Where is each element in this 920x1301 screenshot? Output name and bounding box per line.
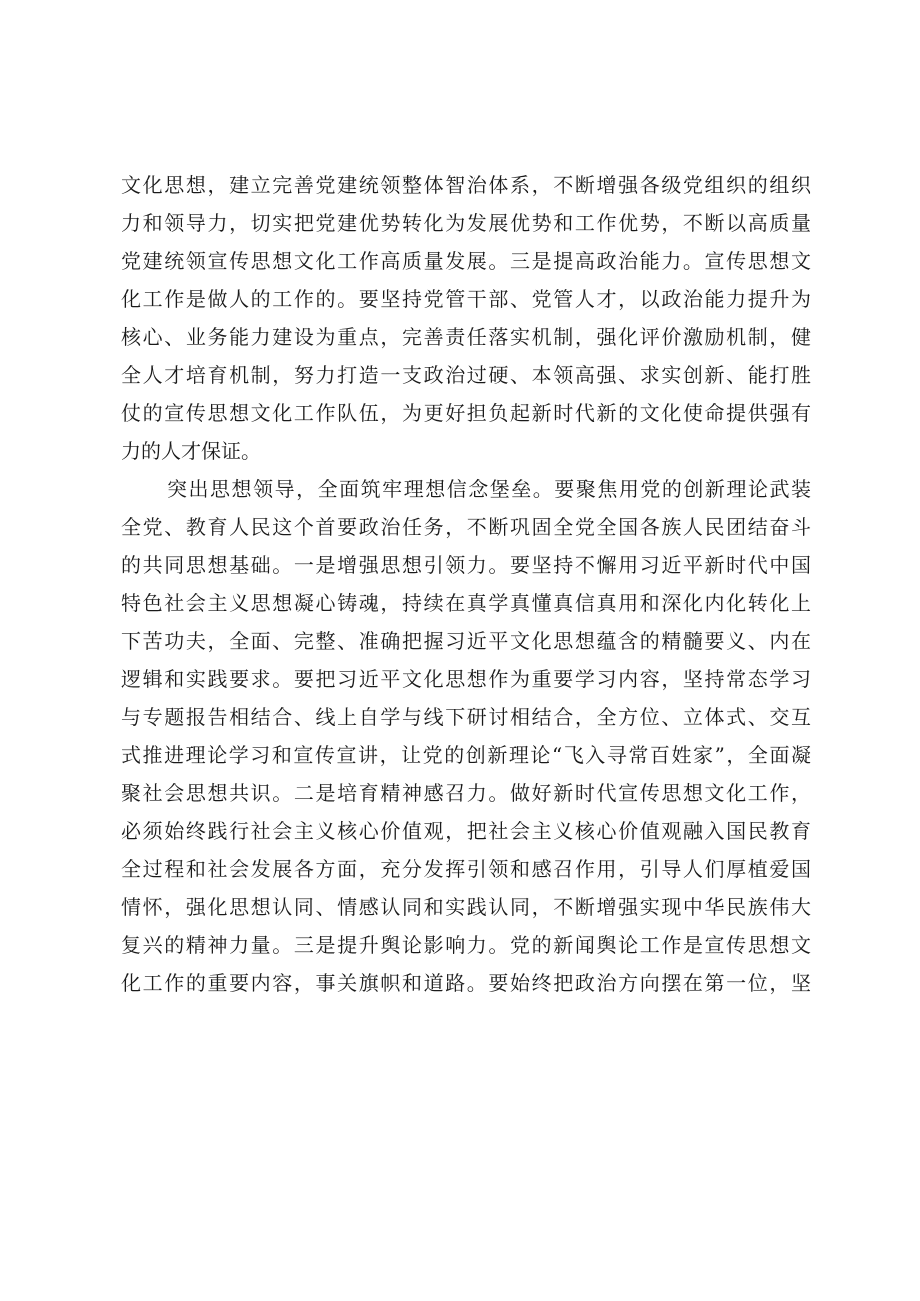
paragraph-line: 文化思想，建立完善党建统领整体智治体系，不断增强各级党组织的组织 bbox=[121, 173, 811, 197]
paragraph-line: 突出思想领导，全面筑牢理想信念堡垒。要聚焦用党的创新理论武装 bbox=[167, 477, 811, 501]
paragraph-line: 聚社会思想共识。二是培育精神感召力。做好新时代宣传思想文化工作， bbox=[121, 781, 811, 805]
paragraph-line: 特色社会主义思想凝心铸魂，持续在真学真懂真信真用和深化内化转化上 bbox=[121, 591, 811, 615]
paragraph-line: 全人才培育机制，努力打造一支政治过硬、本领高强、求实创新、能打胜 bbox=[121, 363, 811, 387]
paragraph-line: 的共同思想基础。一是增强思想引领力。要坚持不懈用习近平新时代中国 bbox=[121, 553, 811, 577]
paragraph-line: 核心、业务能力建设为重点，完善责任落实机制，强化评价激励机制，健 bbox=[121, 325, 811, 349]
paragraph-line: 复兴的精神力量。三是提升舆论影响力。党的新闻舆论工作是宣传思想文 bbox=[121, 933, 811, 957]
paragraph-line: 下苦功夫，全面、完整、准确把握习近平文化思想蕴含的精髓要义、内在 bbox=[121, 629, 811, 653]
paragraph-2 bbox=[121, 470, 811, 1002]
paragraph-line: 力和领导力，切实把党建优势转化为发展优势和工作优势，不断以高质量 bbox=[121, 211, 811, 235]
paragraph-line: 化工作是做人的工作的。要坚持党管干部、党管人才，以政治能力提升为 bbox=[121, 287, 811, 311]
document-body bbox=[121, 166, 811, 1002]
paragraph-line: 必须始终践行社会主义核心价值观，把社会主义核心价值观融入国民教育 bbox=[121, 819, 811, 843]
paragraph-line: 全党、教育人民这个首要政治任务，不断巩固全党全国各族人民团结奋斗 bbox=[121, 515, 811, 539]
paragraph-line: 全过程和社会发展各方面，充分发挥引领和感召作用，引导人们厚植爱国 bbox=[121, 857, 811, 881]
paragraph-line: 式推进理论学习和宣传宣讲，让党的创新理论“飞入寻常百姓家”，全面凝 bbox=[121, 743, 811, 767]
paragraph-line: 情怀，强化思想认同、情感认同和实践认同，不断增强实现中华民族伟大 bbox=[121, 895, 811, 919]
paragraph-line: 仗的宣传思想文化工作队伍，为更好担负起新时代新的文化使命提供强有 bbox=[121, 401, 811, 425]
paragraph-line: 力的人才保证。 bbox=[121, 439, 261, 463]
paragraph-line: 逻辑和实践要求。要把习近平文化思想作为重要学习内容，坚持常态学习 bbox=[121, 667, 811, 691]
paragraph-line: 化工作的重要内容，事关旗帜和道路。要始终把政治方向摆在第一位，坚 bbox=[121, 971, 811, 995]
paragraph-line: 党建统领宣传思想文化工作高质量发展。三是提高政治能力。宣传思想文 bbox=[121, 249, 811, 273]
paragraph-1 bbox=[121, 166, 811, 470]
paragraph-line: 与专题报告相结合、线上自学与线下研讨相结合，全方位、立体式、交互 bbox=[121, 705, 811, 729]
